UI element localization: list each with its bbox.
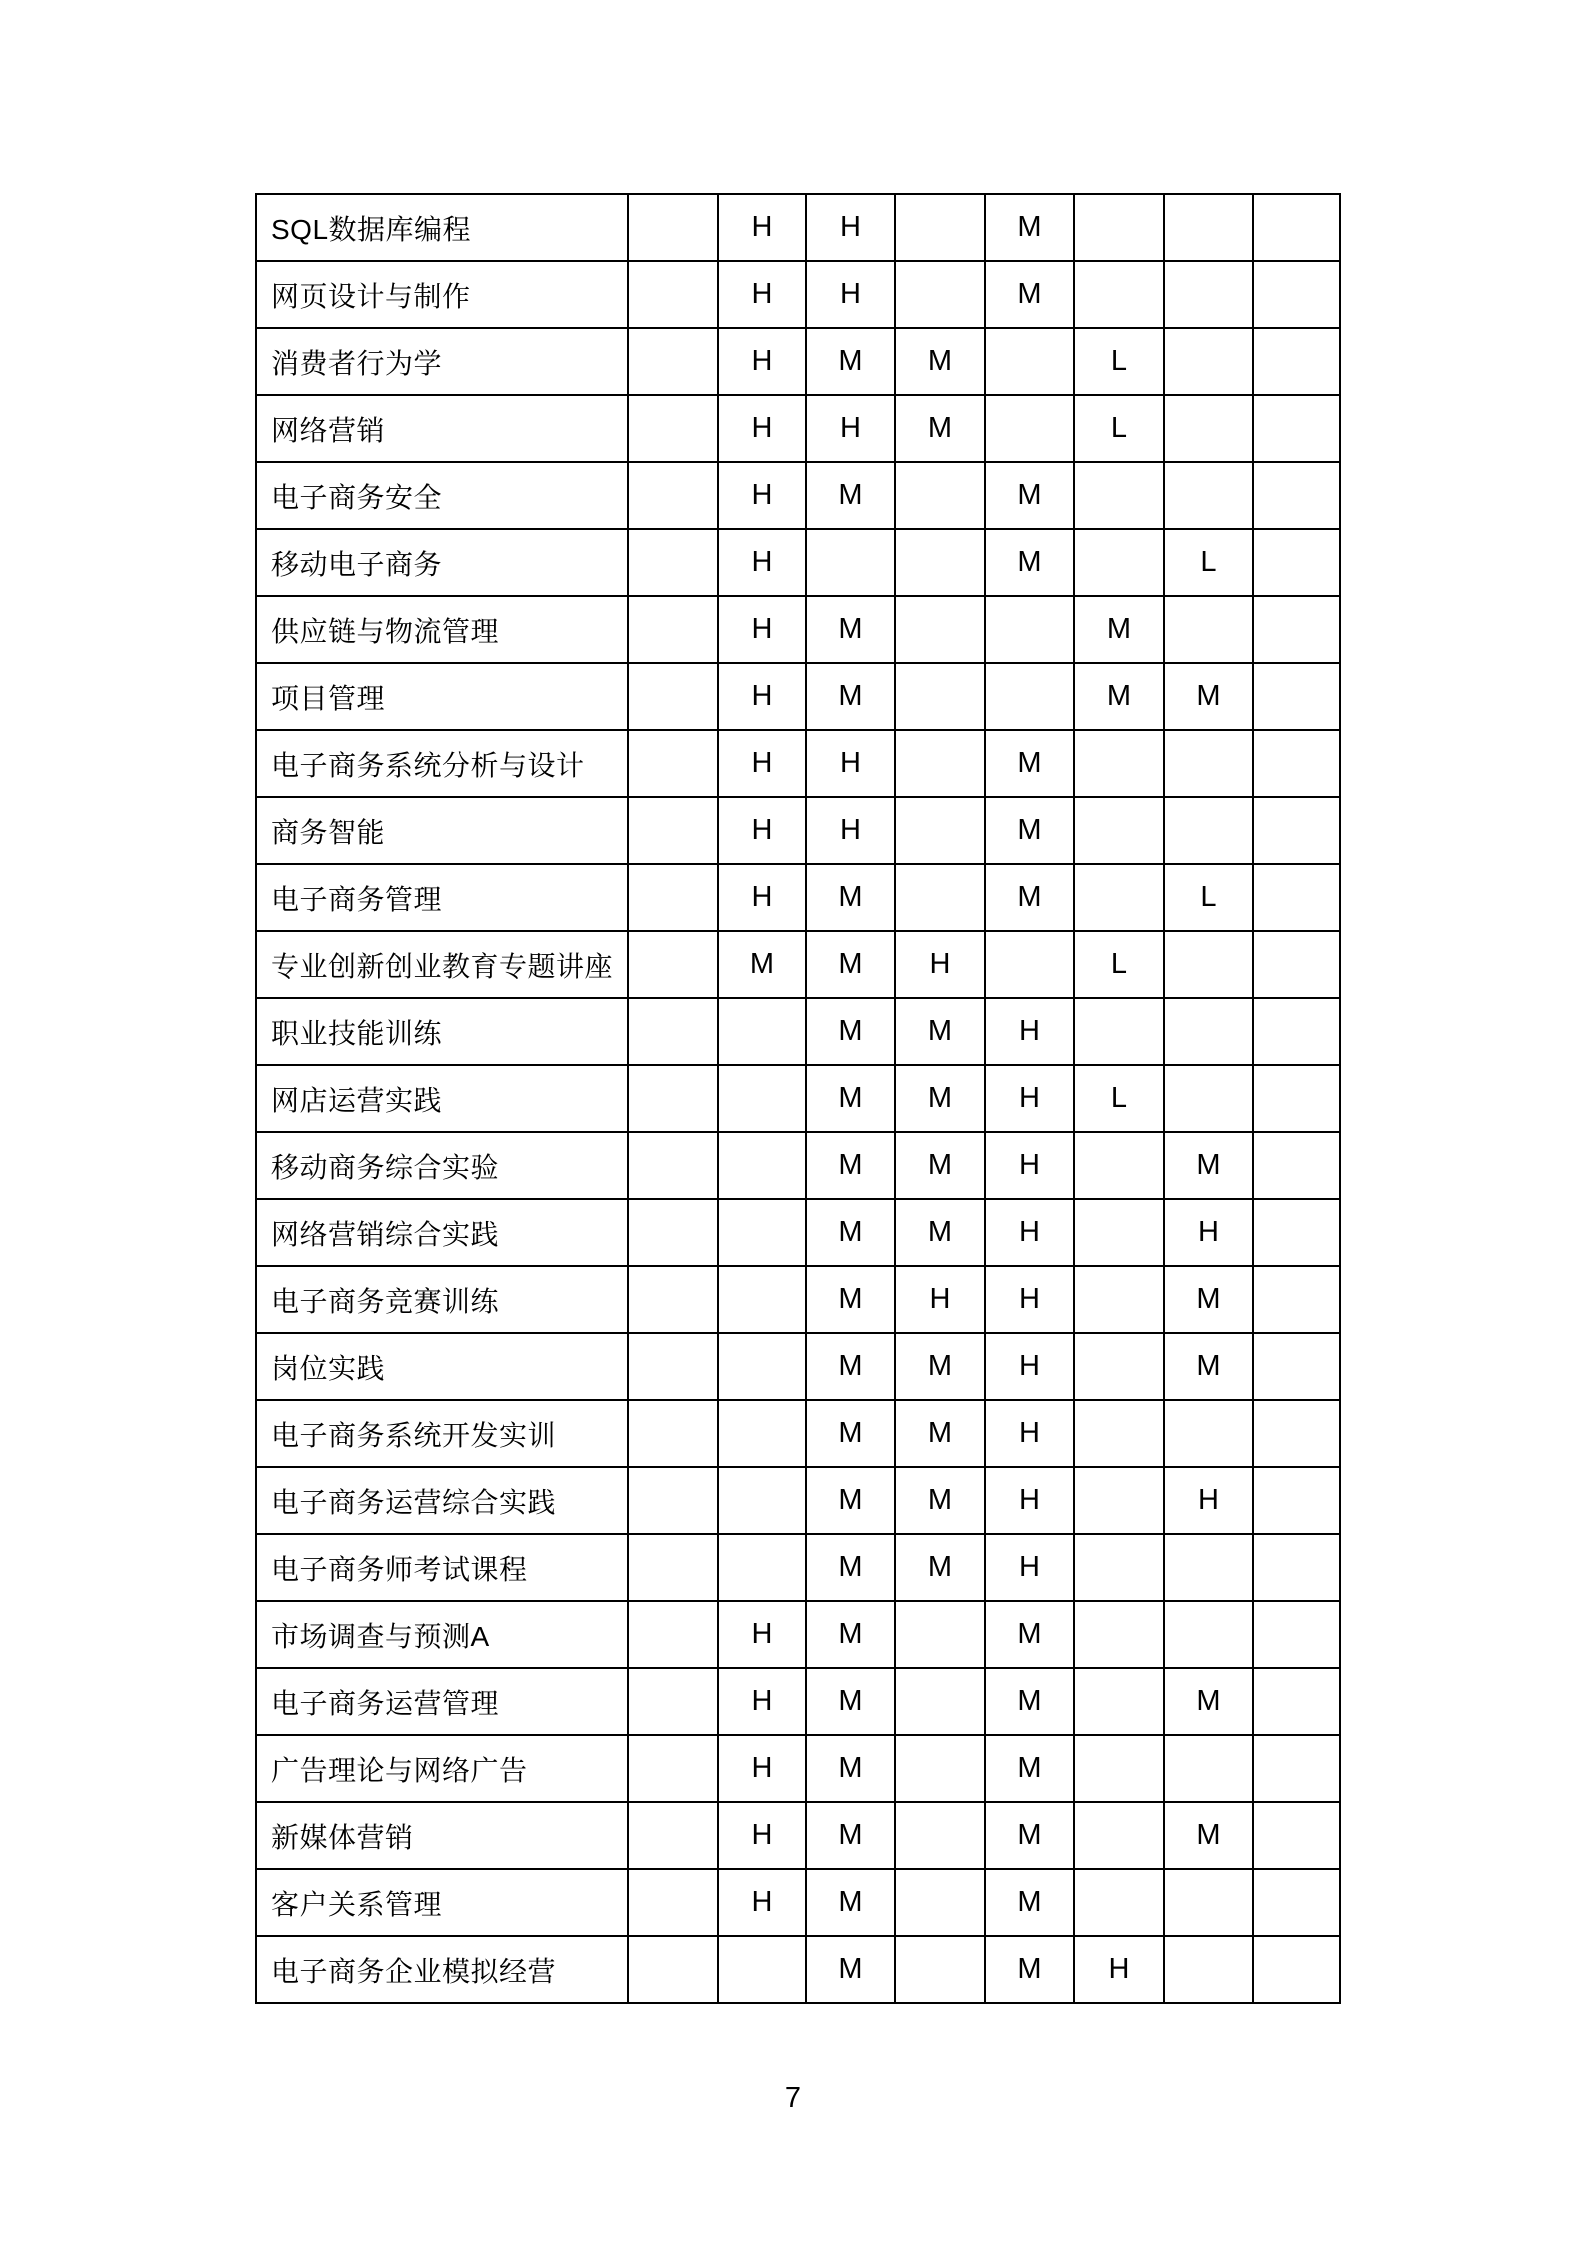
table-row xyxy=(256,1534,1340,1601)
matrix-value-cell xyxy=(895,1869,985,1936)
course-name-cell: 电子商务企业模拟经营 xyxy=(256,1936,628,2003)
matrix-value-cell: M xyxy=(985,730,1074,797)
course-name-cell: 电子商务系统开发实训 xyxy=(256,1400,628,1467)
matrix-value-cell: H xyxy=(985,1065,1074,1132)
matrix-value-cell: H xyxy=(985,1333,1074,1400)
matrix-value-cell: H xyxy=(985,1400,1074,1467)
matrix-value-cell: L xyxy=(1074,1065,1164,1132)
matrix-value-cell: M xyxy=(985,1936,1074,2003)
matrix-value-cell: M xyxy=(985,1601,1074,1668)
matrix-value-cell: M xyxy=(1164,1266,1253,1333)
matrix-value-cell xyxy=(895,1735,985,1802)
matrix-value-cell: L xyxy=(1164,864,1253,931)
table-row xyxy=(256,1065,1340,1132)
course-name-cell: 电子商务竞赛训练 xyxy=(256,1266,628,1333)
matrix-value-cell xyxy=(1253,1802,1340,1869)
matrix-value-cell xyxy=(1164,462,1253,529)
matrix-value-cell xyxy=(628,663,718,730)
table-row xyxy=(256,194,1340,261)
matrix-value-cell xyxy=(628,1400,718,1467)
matrix-value-cell: M xyxy=(1164,663,1253,730)
matrix-value-cell: M xyxy=(806,1735,895,1802)
table-row xyxy=(256,663,1340,730)
matrix-value-cell: M xyxy=(1074,663,1164,730)
matrix-value-cell xyxy=(718,1065,806,1132)
matrix-value-cell xyxy=(628,1735,718,1802)
matrix-value-cell xyxy=(1164,596,1253,663)
table-row xyxy=(256,730,1340,797)
matrix-value-cell xyxy=(718,1400,806,1467)
matrix-value-cell xyxy=(1253,596,1340,663)
matrix-value-cell xyxy=(628,1065,718,1132)
matrix-value-cell xyxy=(718,1266,806,1333)
matrix-value-cell: M xyxy=(806,1668,895,1735)
table-row xyxy=(256,1400,1340,1467)
matrix-value-cell xyxy=(1074,462,1164,529)
matrix-value-cell xyxy=(718,1467,806,1534)
matrix-value-cell xyxy=(1074,1869,1164,1936)
matrix-value-cell xyxy=(1074,1668,1164,1735)
matrix-value-cell: M xyxy=(895,328,985,395)
matrix-value-cell: H xyxy=(718,1869,806,1936)
course-name-cell: 电子商务管理 xyxy=(256,864,628,931)
matrix-value-cell: H xyxy=(718,663,806,730)
matrix-value-cell: M xyxy=(1164,1333,1253,1400)
matrix-value-cell xyxy=(1164,395,1253,462)
table-row xyxy=(256,1132,1340,1199)
matrix-value-cell xyxy=(806,529,895,596)
matrix-value-cell: M xyxy=(985,194,1074,261)
course-name-cell: 岗位实践 xyxy=(256,1333,628,1400)
matrix-value-cell xyxy=(1253,931,1340,998)
matrix-value-cell: M xyxy=(985,529,1074,596)
matrix-value-cell: M xyxy=(806,1467,895,1534)
matrix-value-cell xyxy=(1074,1266,1164,1333)
matrix-value-cell xyxy=(1253,462,1340,529)
matrix-value-cell: L xyxy=(1074,931,1164,998)
table-row xyxy=(256,1869,1340,1936)
course-name-cell: 客户关系管理 xyxy=(256,1869,628,1936)
matrix-value-cell: H xyxy=(806,797,895,864)
matrix-value-cell: M xyxy=(806,663,895,730)
table-row xyxy=(256,1668,1340,1735)
matrix-value-cell xyxy=(1253,663,1340,730)
matrix-value-cell xyxy=(895,1936,985,2003)
matrix-value-cell xyxy=(1253,1266,1340,1333)
matrix-value-cell xyxy=(718,1936,806,2003)
matrix-value-cell xyxy=(1074,1333,1164,1400)
matrix-value-cell: M xyxy=(985,462,1074,529)
table-row xyxy=(256,1802,1340,1869)
course-name-cell: 电子商务运营综合实践 xyxy=(256,1467,628,1534)
matrix-value-cell: M xyxy=(895,1065,985,1132)
matrix-value-cell: M xyxy=(895,1534,985,1601)
matrix-value-cell: M xyxy=(985,864,1074,931)
matrix-value-cell xyxy=(1074,1400,1164,1467)
table-row xyxy=(256,1735,1340,1802)
matrix-value-cell xyxy=(895,261,985,328)
course-name-cell: 移动电子商务 xyxy=(256,529,628,596)
matrix-value-cell: M xyxy=(985,1802,1074,1869)
matrix-value-cell: M xyxy=(806,1869,895,1936)
matrix-value-cell xyxy=(1074,529,1164,596)
matrix-value-cell xyxy=(1253,395,1340,462)
matrix-value-cell xyxy=(628,1936,718,2003)
matrix-value-cell xyxy=(1253,1065,1340,1132)
matrix-value-cell: H xyxy=(718,261,806,328)
matrix-value-cell xyxy=(1074,194,1164,261)
table-row xyxy=(256,931,1340,998)
matrix-value-cell xyxy=(628,931,718,998)
table-row xyxy=(256,1333,1340,1400)
matrix-value-cell: M xyxy=(1164,1668,1253,1735)
matrix-value-cell: M xyxy=(985,261,1074,328)
matrix-value-cell: H xyxy=(718,328,806,395)
matrix-value-cell: M xyxy=(985,1668,1074,1735)
matrix-value-cell: M xyxy=(806,1534,895,1601)
matrix-value-cell xyxy=(628,1802,718,1869)
matrix-value-cell: M xyxy=(895,395,985,462)
table-row xyxy=(256,596,1340,663)
matrix-value-cell: H xyxy=(806,395,895,462)
matrix-value-cell xyxy=(1253,1601,1340,1668)
matrix-value-cell: H xyxy=(718,864,806,931)
matrix-value-cell xyxy=(1164,261,1253,328)
matrix-value-cell: M xyxy=(806,1199,895,1266)
matrix-value-cell xyxy=(718,998,806,1065)
matrix-value-cell: M xyxy=(806,1400,895,1467)
matrix-value-cell: M xyxy=(806,864,895,931)
matrix-value-cell: M xyxy=(806,1065,895,1132)
matrix-value-cell xyxy=(1164,1936,1253,2003)
table-row xyxy=(256,1467,1340,1534)
matrix-value-cell: M xyxy=(806,1802,895,1869)
matrix-value-cell: H xyxy=(718,462,806,529)
matrix-value-cell xyxy=(1164,931,1253,998)
table-row xyxy=(256,1199,1340,1266)
matrix-value-cell: L xyxy=(1074,395,1164,462)
matrix-value-cell xyxy=(895,529,985,596)
course-name-cell: 电子商务运营管理 xyxy=(256,1668,628,1735)
matrix-value-cell xyxy=(1164,730,1253,797)
table-row xyxy=(256,529,1340,596)
matrix-value-cell xyxy=(718,1534,806,1601)
matrix-value-cell xyxy=(985,596,1074,663)
table-row xyxy=(256,328,1340,395)
course-name-cell: 移动商务综合实验 xyxy=(256,1132,628,1199)
course-name-cell: 商务智能 xyxy=(256,797,628,864)
matrix-value-cell: M xyxy=(806,462,895,529)
matrix-value-cell xyxy=(1253,1400,1340,1467)
matrix-value-cell xyxy=(895,1601,985,1668)
matrix-value-cell xyxy=(628,194,718,261)
matrix-value-cell: L xyxy=(1074,328,1164,395)
course-name-cell: 市场调查与预测A xyxy=(256,1601,628,1668)
course-name-cell: 网店运营实践 xyxy=(256,1065,628,1132)
table-row xyxy=(256,998,1340,1065)
course-name-cell: 职业技能训练 xyxy=(256,998,628,1065)
matrix-value-cell xyxy=(895,864,985,931)
matrix-value-cell: H xyxy=(718,529,806,596)
matrix-value-cell xyxy=(1164,1400,1253,1467)
matrix-value-cell xyxy=(1074,1199,1164,1266)
matrix-value-cell xyxy=(1074,261,1164,328)
matrix-value-cell xyxy=(718,1199,806,1266)
matrix-value-cell: H xyxy=(895,931,985,998)
matrix-value-cell: H xyxy=(718,395,806,462)
matrix-value-cell xyxy=(718,1132,806,1199)
matrix-value-cell xyxy=(1253,1467,1340,1534)
matrix-value-cell: H xyxy=(806,261,895,328)
matrix-value-cell: M xyxy=(895,1400,985,1467)
matrix-value-cell: H xyxy=(718,797,806,864)
matrix-value-cell xyxy=(718,1333,806,1400)
matrix-value-cell xyxy=(628,1467,718,1534)
matrix-value-cell xyxy=(1074,1802,1164,1869)
matrix-value-cell xyxy=(628,998,718,1065)
table-row xyxy=(256,395,1340,462)
matrix-value-cell xyxy=(895,596,985,663)
matrix-value-cell xyxy=(985,395,1074,462)
matrix-value-cell xyxy=(628,1869,718,1936)
course-name-cell: 电子商务系统分析与设计 xyxy=(256,730,628,797)
matrix-value-cell xyxy=(1164,1869,1253,1936)
matrix-value-cell xyxy=(628,730,718,797)
matrix-value-cell: M xyxy=(806,1936,895,2003)
matrix-value-cell xyxy=(895,194,985,261)
matrix-value-cell xyxy=(628,1199,718,1266)
matrix-value-cell: M xyxy=(895,1333,985,1400)
matrix-value-cell xyxy=(628,1266,718,1333)
matrix-value-cell: H xyxy=(718,1668,806,1735)
course-name-cell: 电子商务安全 xyxy=(256,462,628,529)
matrix-value-cell xyxy=(1253,194,1340,261)
matrix-value-cell xyxy=(985,931,1074,998)
matrix-value-cell xyxy=(1164,1735,1253,1802)
course-name-cell: 网络营销综合实践 xyxy=(256,1199,628,1266)
course-name-cell: 电子商务师考试课程 xyxy=(256,1534,628,1601)
matrix-value-cell xyxy=(1164,797,1253,864)
matrix-value-cell xyxy=(628,1132,718,1199)
matrix-value-cell xyxy=(895,797,985,864)
matrix-value-cell: H xyxy=(985,1534,1074,1601)
matrix-value-cell: M xyxy=(806,1132,895,1199)
matrix-value-cell xyxy=(628,529,718,596)
table-row xyxy=(256,1936,1340,2003)
matrix-value-cell: M xyxy=(985,797,1074,864)
matrix-value-cell: H xyxy=(718,194,806,261)
matrix-value-cell xyxy=(1253,1199,1340,1266)
course-name-cell: 消费者行为学 xyxy=(256,328,628,395)
course-matrix-table xyxy=(255,193,1341,2004)
matrix-value-cell xyxy=(1074,1735,1164,1802)
matrix-value-cell xyxy=(1253,864,1340,931)
matrix-value-cell xyxy=(1074,730,1164,797)
course-name-cell: 供应链与物流管理 xyxy=(256,596,628,663)
matrix-value-cell: H xyxy=(895,1266,985,1333)
matrix-value-cell: M xyxy=(806,1333,895,1400)
matrix-value-cell xyxy=(628,864,718,931)
matrix-value-cell: M xyxy=(718,931,806,998)
matrix-value-cell xyxy=(628,395,718,462)
matrix-value-cell xyxy=(628,261,718,328)
matrix-value-cell xyxy=(1253,1534,1340,1601)
matrix-value-cell xyxy=(628,1333,718,1400)
matrix-value-cell: H xyxy=(985,1132,1074,1199)
matrix-value-cell xyxy=(1253,328,1340,395)
matrix-value-cell xyxy=(1253,261,1340,328)
matrix-value-cell: H xyxy=(985,998,1074,1065)
matrix-value-cell: H xyxy=(806,194,895,261)
table-row xyxy=(256,1266,1340,1333)
matrix-value-cell: L xyxy=(1164,529,1253,596)
course-matrix-body xyxy=(256,194,1340,2003)
matrix-value-cell xyxy=(1074,1467,1164,1534)
matrix-value-cell: H xyxy=(806,730,895,797)
matrix-value-cell: M xyxy=(895,1199,985,1266)
matrix-value-cell: M xyxy=(1074,596,1164,663)
matrix-value-cell xyxy=(628,1534,718,1601)
matrix-value-cell xyxy=(1074,1132,1164,1199)
matrix-value-cell xyxy=(895,1668,985,1735)
matrix-value-cell: M xyxy=(806,931,895,998)
course-name-cell: 网页设计与制作 xyxy=(256,261,628,328)
matrix-value-cell: H xyxy=(985,1266,1074,1333)
matrix-value-cell xyxy=(1164,328,1253,395)
matrix-value-cell: M xyxy=(806,1601,895,1668)
matrix-value-cell: M xyxy=(806,328,895,395)
matrix-value-cell xyxy=(1253,730,1340,797)
matrix-value-cell: H xyxy=(718,1802,806,1869)
matrix-value-cell: H xyxy=(985,1199,1074,1266)
matrix-value-cell: M xyxy=(985,1869,1074,1936)
matrix-value-cell xyxy=(1253,1668,1340,1735)
matrix-value-cell: M xyxy=(895,1132,985,1199)
matrix-value-cell xyxy=(895,462,985,529)
matrix-value-cell xyxy=(1253,529,1340,596)
matrix-value-cell: H xyxy=(1164,1467,1253,1534)
course-name-cell: 网络营销 xyxy=(256,395,628,462)
matrix-value-cell xyxy=(628,596,718,663)
matrix-value-cell xyxy=(628,1668,718,1735)
page-number: 7 xyxy=(784,2082,802,2114)
table-row xyxy=(256,797,1340,864)
matrix-value-cell: M xyxy=(806,1266,895,1333)
matrix-value-cell xyxy=(1164,998,1253,1065)
matrix-value-cell: M xyxy=(895,1467,985,1534)
matrix-value-cell: M xyxy=(806,596,895,663)
matrix-value-cell: H xyxy=(1164,1199,1253,1266)
course-name-cell: 新媒体营销 xyxy=(256,1802,628,1869)
matrix-value-cell xyxy=(1253,998,1340,1065)
matrix-value-cell xyxy=(628,1601,718,1668)
matrix-value-cell xyxy=(895,1802,985,1869)
matrix-value-cell: M xyxy=(1164,1802,1253,1869)
course-name-cell: SQL数据库编程 xyxy=(256,194,628,261)
matrix-value-cell xyxy=(1074,998,1164,1065)
matrix-value-cell xyxy=(1164,1601,1253,1668)
matrix-value-cell xyxy=(1253,797,1340,864)
matrix-value-cell xyxy=(985,328,1074,395)
matrix-value-cell: H xyxy=(718,730,806,797)
course-name-cell: 项目管理 xyxy=(256,663,628,730)
matrix-value-cell xyxy=(1074,797,1164,864)
course-name-cell: 专业创新创业教育专题讲座 xyxy=(256,931,628,998)
matrix-value-cell: H xyxy=(718,1735,806,1802)
table-row xyxy=(256,462,1340,529)
matrix-value-cell xyxy=(628,462,718,529)
matrix-value-cell xyxy=(1074,864,1164,931)
matrix-value-cell: M xyxy=(895,998,985,1065)
table-row xyxy=(256,864,1340,931)
matrix-value-cell: H xyxy=(718,1601,806,1668)
matrix-value-cell xyxy=(1164,1065,1253,1132)
matrix-value-cell xyxy=(1074,1534,1164,1601)
matrix-value-cell xyxy=(628,328,718,395)
matrix-value-cell xyxy=(1253,1333,1340,1400)
matrix-value-cell xyxy=(1253,1735,1340,1802)
matrix-value-cell: M xyxy=(985,1735,1074,1802)
matrix-value-cell xyxy=(1074,1601,1164,1668)
table-row xyxy=(256,1601,1340,1668)
matrix-value-cell: H xyxy=(985,1467,1074,1534)
matrix-value-cell: H xyxy=(718,596,806,663)
matrix-value-cell xyxy=(895,663,985,730)
course-name-cell: 广告理论与网络广告 xyxy=(256,1735,628,1802)
matrix-value-cell xyxy=(1164,194,1253,261)
matrix-value-cell: H xyxy=(1074,1936,1164,2003)
table-row xyxy=(256,261,1340,328)
matrix-value-cell xyxy=(1253,1869,1340,1936)
matrix-value-cell xyxy=(628,797,718,864)
matrix-value-cell xyxy=(895,730,985,797)
matrix-value-cell xyxy=(985,663,1074,730)
matrix-value-cell xyxy=(1164,1534,1253,1601)
matrix-value-cell xyxy=(1253,1936,1340,2003)
matrix-value-cell: M xyxy=(1164,1132,1253,1199)
matrix-value-cell xyxy=(1253,1132,1340,1199)
matrix-value-cell: M xyxy=(806,998,895,1065)
